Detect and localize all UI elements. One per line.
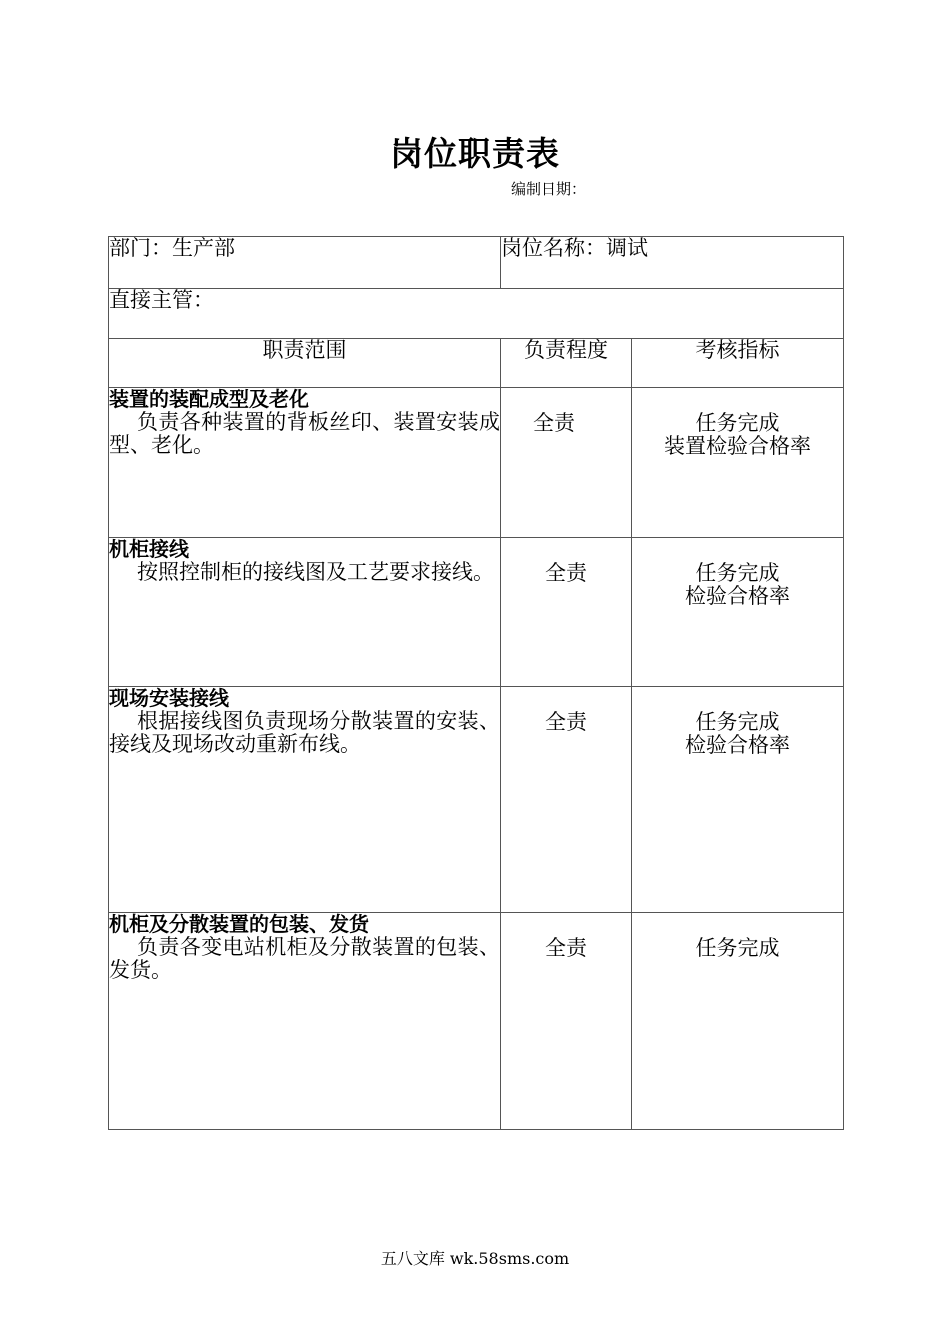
duty-indicator: 任务完成: [695, 561, 780, 585]
department-cell: [109, 237, 501, 289]
duty-indicators: [632, 913, 844, 1130]
duty-scope-cell: [109, 913, 501, 1130]
duty-description: 根据接线图负责现场分散装置的安装、接线及现场改动重新布线。: [109, 709, 500, 756]
duty-description: 负责各变电站机柜及分散装置的包装、发货。: [109, 935, 500, 982]
position-text: 岗位名称：调试: [501, 236, 648, 260]
duty-degree: 全责: [501, 538, 632, 687]
duty-degree: 全责: [501, 913, 632, 1130]
duty-description: 按照控制柜的接线图及工艺要求接线。: [137, 560, 494, 584]
duty-indicator: 任务完成: [695, 936, 780, 960]
duty-description: 负责各种装置的背板丝印、装置安装成型、老化。: [109, 410, 500, 457]
duty-indicator: 检验合格率: [685, 584, 790, 608]
duty-title: 现场安装接线: [109, 686, 229, 710]
duty-row: [109, 687, 844, 913]
compile-date-label: 编制日期：: [511, 180, 587, 198]
supervisor-cell: [109, 289, 844, 339]
duty-indicator: 装置检验合格率: [664, 434, 811, 458]
duty-scope-cell: [109, 388, 501, 538]
duty-scope-cell: [109, 538, 501, 687]
duty-title: 装置的装配成型及老化: [109, 387, 309, 411]
header-degree: 负责程度: [501, 339, 632, 388]
supervisor-text: 直接主管：: [109, 288, 214, 312]
duty-table: [108, 236, 844, 1130]
department-text: 部门：生产部: [109, 236, 235, 260]
footer-watermark: 五八文库 wk.58sms.com: [380, 1249, 570, 1268]
duty-row: [109, 913, 844, 1130]
duty-degree: 全责: [501, 687, 632, 913]
duty-scope-cell: [109, 687, 501, 913]
duty-title: 机柜及分散装置的包装、发货: [109, 912, 369, 936]
duty-indicators: [632, 388, 844, 538]
header-scope: 职责范围: [109, 339, 501, 388]
duty-indicators: [632, 538, 844, 687]
header-indicator: 考核指标: [632, 339, 844, 388]
duty-indicator: 任务完成: [695, 411, 780, 435]
duty-indicator: 检验合格率: [685, 733, 790, 757]
position-cell: [501, 237, 844, 289]
duty-indicator: 任务完成: [695, 710, 780, 734]
duty-row: [109, 388, 844, 538]
duty-row: [109, 538, 844, 687]
duty-degree: 全责: [501, 388, 632, 538]
duty-title: 机柜接线: [109, 537, 189, 561]
document-title: 岗位职责表: [390, 134, 560, 173]
duty-indicators: [632, 687, 844, 913]
